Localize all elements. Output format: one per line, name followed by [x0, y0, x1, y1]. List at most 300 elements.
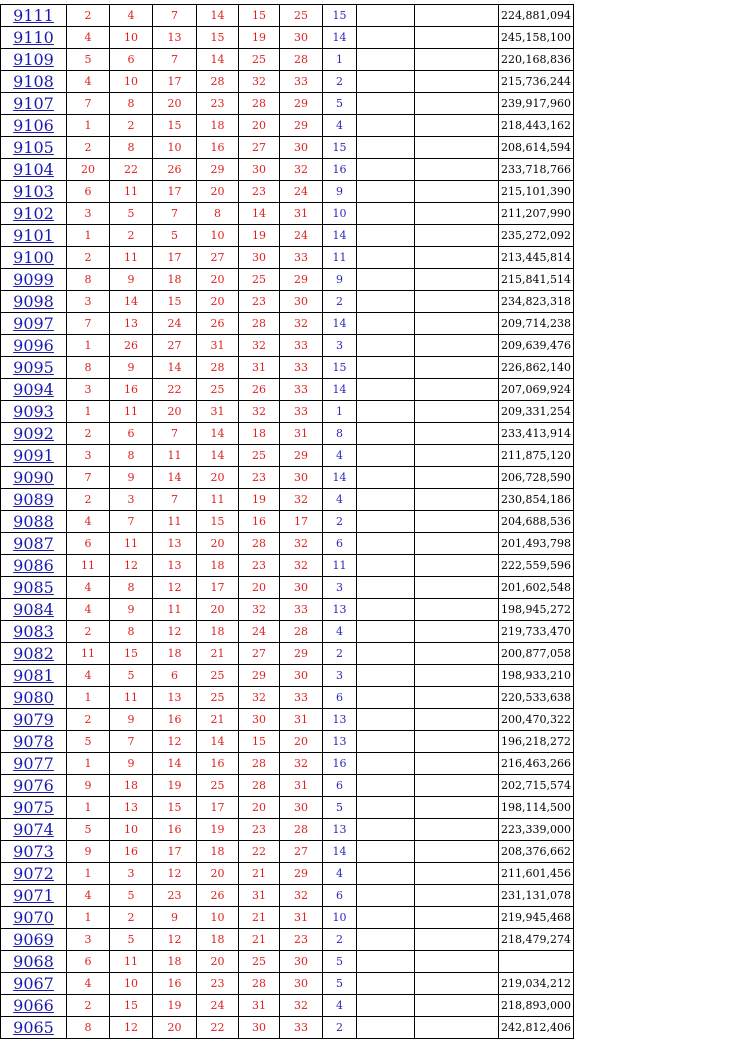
blue-ball-number: 6 [323, 885, 357, 907]
issue-number-link[interactable]: 9084 [1, 599, 67, 621]
empty-cell [357, 1017, 415, 1039]
empty-cell [415, 225, 499, 247]
issue-number-link[interactable]: 9083 [1, 621, 67, 643]
red-ball-number: 7 [67, 93, 110, 115]
red-ball-number: 28 [280, 49, 323, 71]
red-ball-number: 19 [153, 995, 197, 1017]
red-ball-number: 5 [67, 731, 110, 753]
table-row [1, 401, 574, 423]
table-row [1, 819, 574, 841]
red-ball-number: 31 [239, 885, 280, 907]
red-ball-number: 2 [110, 225, 153, 247]
blue-ball-number: 4 [323, 115, 357, 137]
red-ball-number: 9 [110, 709, 153, 731]
sales-amount: 233,413,914 [499, 423, 574, 445]
red-ball-number: 8 [110, 137, 153, 159]
red-ball-number: 28 [197, 71, 239, 93]
red-ball-number: 6 [110, 49, 153, 71]
issue-number-link[interactable]: 9102 [1, 203, 67, 225]
empty-cell [415, 841, 499, 863]
empty-cell [415, 885, 499, 907]
red-ball-number: 7 [67, 313, 110, 335]
red-ball-number: 17 [153, 181, 197, 203]
issue-number-link[interactable]: 9088 [1, 511, 67, 533]
red-ball-number: 4 [67, 973, 110, 995]
red-ball-number: 5 [110, 203, 153, 225]
sales-amount: 230,854,186 [499, 489, 574, 511]
red-ball-number: 6 [110, 423, 153, 445]
red-ball-number: 10 [110, 819, 153, 841]
sales-amount: 204,688,536 [499, 511, 574, 533]
red-ball-number: 1 [67, 115, 110, 137]
issue-number-link[interactable]: 9066 [1, 995, 67, 1017]
table-row [1, 577, 574, 599]
red-ball-number: 26 [197, 885, 239, 907]
red-ball-number: 25 [197, 775, 239, 797]
empty-cell [357, 379, 415, 401]
empty-cell [415, 467, 499, 489]
table-row [1, 775, 574, 797]
empty-cell [357, 49, 415, 71]
empty-cell [357, 621, 415, 643]
red-ball-number: 11 [110, 687, 153, 709]
red-ball-number: 11 [110, 401, 153, 423]
red-ball-number: 10 [110, 27, 153, 49]
red-ball-number: 27 [239, 137, 280, 159]
table-row [1, 423, 574, 445]
empty-cell [357, 555, 415, 577]
issue-number-link[interactable]: 9077 [1, 753, 67, 775]
empty-cell [357, 291, 415, 313]
empty-cell [415, 181, 499, 203]
table-row [1, 379, 574, 401]
red-ball-number: 8 [67, 1017, 110, 1039]
issue-number-link[interactable]: 9105 [1, 137, 67, 159]
table-row [1, 27, 574, 49]
empty-cell [357, 489, 415, 511]
sales-amount: 219,945,468 [499, 907, 574, 929]
red-ball-number: 29 [280, 269, 323, 291]
red-ball-number: 17 [197, 797, 239, 819]
red-ball-number: 9 [67, 775, 110, 797]
blue-ball-number: 1 [323, 401, 357, 423]
table-row [1, 5, 574, 27]
red-ball-number: 6 [67, 181, 110, 203]
red-ball-number: 4 [67, 885, 110, 907]
empty-cell [415, 687, 499, 709]
issue-number-link[interactable]: 9071 [1, 885, 67, 907]
empty-cell [415, 71, 499, 93]
red-ball-number: 19 [239, 489, 280, 511]
red-ball-number: 1 [67, 907, 110, 929]
red-ball-number: 10 [153, 137, 197, 159]
issue-number-link[interactable]: 9081 [1, 665, 67, 687]
issue-number-link[interactable]: 9070 [1, 907, 67, 929]
empty-cell [357, 93, 415, 115]
issue-number-link[interactable]: 9098 [1, 291, 67, 313]
red-ball-number: 14 [197, 731, 239, 753]
blue-ball-number: 5 [323, 973, 357, 995]
blue-ball-number: 4 [323, 995, 357, 1017]
red-ball-number: 12 [153, 621, 197, 643]
empty-cell [415, 137, 499, 159]
red-ball-number: 7 [153, 423, 197, 445]
red-ball-number: 3 [67, 291, 110, 313]
red-ball-number: 32 [239, 687, 280, 709]
red-ball-number: 1 [67, 401, 110, 423]
empty-cell [415, 49, 499, 71]
table-row [1, 533, 574, 555]
red-ball-number: 18 [239, 423, 280, 445]
red-ball-number: 30 [239, 1017, 280, 1039]
red-ball-number: 21 [197, 709, 239, 731]
blue-ball-number: 14 [323, 225, 357, 247]
issue-number-link[interactable]: 9078 [1, 731, 67, 753]
empty-cell [357, 731, 415, 753]
issue-number-link[interactable]: 9067 [1, 973, 67, 995]
red-ball-number: 20 [153, 401, 197, 423]
red-ball-number: 11 [110, 533, 153, 555]
blue-ball-number: 2 [323, 929, 357, 951]
red-ball-number: 13 [153, 555, 197, 577]
empty-cell [357, 423, 415, 445]
table-body [1, 5, 574, 1039]
red-ball-number: 29 [280, 93, 323, 115]
red-ball-number: 20 [153, 1017, 197, 1039]
red-ball-number: 4 [67, 599, 110, 621]
red-ball-number: 24 [197, 995, 239, 1017]
issue-number-link[interactable]: 9103 [1, 181, 67, 203]
empty-cell [415, 5, 499, 27]
red-ball-number: 18 [197, 929, 239, 951]
issue-number-link[interactable]: 9076 [1, 775, 67, 797]
red-ball-number: 24 [239, 621, 280, 643]
red-ball-number: 17 [153, 247, 197, 269]
red-ball-number: 26 [110, 335, 153, 357]
empty-cell [415, 533, 499, 555]
empty-cell [357, 907, 415, 929]
red-ball-number: 20 [280, 731, 323, 753]
red-ball-number: 19 [197, 819, 239, 841]
red-ball-number: 30 [280, 467, 323, 489]
red-ball-number: 18 [153, 951, 197, 973]
sales-amount: 220,533,638 [499, 687, 574, 709]
table-row [1, 555, 574, 577]
red-ball-number: 2 [67, 423, 110, 445]
red-ball-number: 27 [153, 335, 197, 357]
red-ball-number: 18 [197, 115, 239, 137]
red-ball-number: 32 [280, 995, 323, 1017]
red-ball-number: 23 [239, 467, 280, 489]
red-ball-number: 9 [110, 467, 153, 489]
issue-number-link[interactable]: 9104 [1, 159, 67, 181]
issue-number-link[interactable]: 9093 [1, 401, 67, 423]
sales-amount: 218,479,274 [499, 929, 574, 951]
issue-number-link[interactable]: 9080 [1, 687, 67, 709]
blue-ball-number: 6 [323, 533, 357, 555]
table-row [1, 93, 574, 115]
empty-cell [415, 269, 499, 291]
red-ball-number: 7 [153, 489, 197, 511]
red-ball-number: 26 [239, 379, 280, 401]
sales-amount: 234,823,318 [499, 291, 574, 313]
empty-cell [357, 599, 415, 621]
empty-cell [415, 709, 499, 731]
red-ball-number: 21 [239, 863, 280, 885]
red-ball-number: 19 [239, 225, 280, 247]
red-ball-number: 17 [153, 71, 197, 93]
blue-ball-number: 9 [323, 181, 357, 203]
issue-number-link[interactable]: 9110 [1, 27, 67, 49]
red-ball-number: 31 [239, 995, 280, 1017]
table-row [1, 731, 574, 753]
issue-number-link[interactable]: 9099 [1, 269, 67, 291]
blue-ball-number: 8 [323, 423, 357, 445]
red-ball-number: 23 [239, 181, 280, 203]
red-ball-number: 33 [280, 401, 323, 423]
empty-cell [415, 379, 499, 401]
red-ball-number: 21 [239, 929, 280, 951]
blue-ball-number: 2 [323, 291, 357, 313]
empty-cell [415, 115, 499, 137]
table-row [1, 313, 574, 335]
issue-number-link[interactable]: 9085 [1, 577, 67, 599]
red-ball-number: 5 [67, 49, 110, 71]
red-ball-number: 13 [110, 313, 153, 335]
red-ball-number: 20 [197, 181, 239, 203]
red-ball-number: 12 [153, 863, 197, 885]
issue-number-link[interactable]: 9072 [1, 863, 67, 885]
table-row [1, 335, 574, 357]
empty-cell [357, 225, 415, 247]
issue-number-link[interactable]: 9091 [1, 445, 67, 467]
red-ball-number: 4 [67, 511, 110, 533]
issue-number-link[interactable]: 9109 [1, 49, 67, 71]
red-ball-number: 33 [280, 1017, 323, 1039]
red-ball-number: 29 [280, 643, 323, 665]
issue-number-link[interactable]: 9101 [1, 225, 67, 247]
red-ball-number: 16 [110, 379, 153, 401]
red-ball-number: 9 [110, 357, 153, 379]
red-ball-number: 32 [239, 599, 280, 621]
red-ball-number: 33 [280, 599, 323, 621]
red-ball-number: 12 [153, 731, 197, 753]
table-row [1, 687, 574, 709]
blue-ball-number: 1 [323, 49, 357, 71]
red-ball-number: 15 [110, 995, 153, 1017]
empty-cell [415, 247, 499, 269]
sales-amount: 235,272,092 [499, 225, 574, 247]
red-ball-number: 4 [67, 27, 110, 49]
red-ball-number: 33 [280, 335, 323, 357]
red-ball-number: 5 [67, 819, 110, 841]
issue-number-link[interactable]: 9065 [1, 1017, 67, 1039]
empty-cell [357, 445, 415, 467]
blue-ball-number: 4 [323, 621, 357, 643]
red-ball-number: 28 [239, 313, 280, 335]
red-ball-number: 23 [153, 885, 197, 907]
red-ball-number: 20 [197, 291, 239, 313]
red-ball-number: 11 [110, 951, 153, 973]
issue-number-link[interactable]: 9094 [1, 379, 67, 401]
issue-number-link[interactable]: 9097 [1, 313, 67, 335]
table-row [1, 995, 574, 1017]
empty-cell [357, 27, 415, 49]
blue-ball-number: 10 [323, 203, 357, 225]
issue-number-link[interactable]: 9073 [1, 841, 67, 863]
red-ball-number: 22 [239, 841, 280, 863]
red-ball-number: 6 [67, 951, 110, 973]
sales-amount [499, 951, 574, 973]
red-ball-number: 23 [239, 819, 280, 841]
red-ball-number: 30 [280, 27, 323, 49]
red-ball-number: 12 [153, 577, 197, 599]
empty-cell [415, 929, 499, 951]
sales-amount: 219,733,470 [499, 621, 574, 643]
red-ball-number: 19 [239, 27, 280, 49]
table-row [1, 907, 574, 929]
issue-number-link[interactable]: 9082 [1, 643, 67, 665]
sales-amount: 224,881,094 [499, 5, 574, 27]
red-ball-number: 20 [197, 467, 239, 489]
red-ball-number: 19 [153, 775, 197, 797]
sales-amount: 216,463,266 [499, 753, 574, 775]
red-ball-number: 25 [239, 49, 280, 71]
red-ball-number: 25 [239, 445, 280, 467]
issue-number-link[interactable]: 9100 [1, 247, 67, 269]
red-ball-number: 20 [197, 269, 239, 291]
red-ball-number: 8 [67, 269, 110, 291]
issue-number-link[interactable]: 9107 [1, 93, 67, 115]
red-ball-number: 14 [153, 753, 197, 775]
empty-cell [415, 335, 499, 357]
sales-amount: 226,862,140 [499, 357, 574, 379]
empty-cell [415, 357, 499, 379]
sales-amount: 209,714,238 [499, 313, 574, 335]
red-ball-number: 15 [239, 731, 280, 753]
empty-cell [357, 269, 415, 291]
sales-amount: 218,443,162 [499, 115, 574, 137]
empty-cell [415, 577, 499, 599]
red-ball-number: 1 [67, 797, 110, 819]
empty-cell [415, 555, 499, 577]
empty-cell [357, 115, 415, 137]
red-ball-number: 9 [110, 753, 153, 775]
table-row [1, 951, 574, 973]
red-ball-number: 12 [153, 929, 197, 951]
issue-number-link[interactable]: 9095 [1, 357, 67, 379]
red-ball-number: 15 [153, 797, 197, 819]
issue-number-link[interactable]: 9086 [1, 555, 67, 577]
issue-number-link[interactable]: 9074 [1, 819, 67, 841]
red-ball-number: 2 [67, 995, 110, 1017]
issue-number-link[interactable]: 9106 [1, 115, 67, 137]
empty-cell [357, 643, 415, 665]
red-ball-number: 25 [239, 951, 280, 973]
issue-number-link[interactable]: 9068 [1, 951, 67, 973]
sales-amount: 201,493,798 [499, 533, 574, 555]
red-ball-number: 3 [67, 929, 110, 951]
red-ball-number: 9 [110, 599, 153, 621]
issue-number-link[interactable]: 9108 [1, 71, 67, 93]
red-ball-number: 14 [197, 445, 239, 467]
red-ball-number: 25 [197, 687, 239, 709]
red-ball-number: 23 [239, 555, 280, 577]
empty-cell [357, 181, 415, 203]
empty-cell [357, 863, 415, 885]
issue-number-link[interactable]: 9092 [1, 423, 67, 445]
red-ball-number: 32 [239, 401, 280, 423]
red-ball-number: 16 [153, 709, 197, 731]
red-ball-number: 26 [153, 159, 197, 181]
empty-cell [357, 775, 415, 797]
red-ball-number: 31 [280, 775, 323, 797]
red-ball-number: 8 [110, 577, 153, 599]
empty-cell [415, 621, 499, 643]
blue-ball-number: 2 [323, 71, 357, 93]
red-ball-number: 7 [153, 203, 197, 225]
sales-amount: 208,376,662 [499, 841, 574, 863]
red-ball-number: 16 [153, 973, 197, 995]
red-ball-number: 11 [67, 555, 110, 577]
red-ball-number: 29 [197, 159, 239, 181]
table-row [1, 225, 574, 247]
sales-amount: 200,470,322 [499, 709, 574, 731]
red-ball-number: 1 [67, 863, 110, 885]
empty-cell [357, 71, 415, 93]
empty-cell [415, 203, 499, 225]
red-ball-number: 3 [67, 445, 110, 467]
issue-number-link[interactable]: 9087 [1, 533, 67, 555]
issue-number-link[interactable]: 9069 [1, 929, 67, 951]
red-ball-number: 29 [280, 445, 323, 467]
empty-cell [357, 137, 415, 159]
red-ball-number: 20 [239, 797, 280, 819]
red-ball-number: 5 [110, 929, 153, 951]
issue-number-link[interactable]: 9075 [1, 797, 67, 819]
issue-number-link[interactable]: 9096 [1, 335, 67, 357]
red-ball-number: 22 [197, 1017, 239, 1039]
sales-amount: 215,736,244 [499, 71, 574, 93]
sales-amount: 198,945,272 [499, 599, 574, 621]
red-ball-number: 3 [67, 203, 110, 225]
red-ball-number: 16 [110, 841, 153, 863]
red-ball-number: 32 [239, 335, 280, 357]
red-ball-number: 7 [110, 511, 153, 533]
red-ball-number: 11 [110, 181, 153, 203]
blue-ball-number: 13 [323, 731, 357, 753]
issue-number-link[interactable]: 9079 [1, 709, 67, 731]
issue-number-link[interactable]: 9089 [1, 489, 67, 511]
empty-cell [415, 863, 499, 885]
red-ball-number: 32 [280, 159, 323, 181]
red-ball-number: 13 [153, 533, 197, 555]
table-row [1, 929, 574, 951]
red-ball-number: 28 [239, 93, 280, 115]
empty-cell [357, 401, 415, 423]
red-ball-number: 12 [110, 555, 153, 577]
red-ball-number: 29 [280, 863, 323, 885]
issue-number-link[interactable]: 9090 [1, 467, 67, 489]
red-ball-number: 14 [197, 5, 239, 27]
sales-amount: 211,601,456 [499, 863, 574, 885]
issue-number-link[interactable]: 9111 [1, 5, 67, 27]
table-row [1, 203, 574, 225]
sales-amount: 196,218,272 [499, 731, 574, 753]
blue-ball-number: 10 [323, 907, 357, 929]
blue-ball-number: 15 [323, 357, 357, 379]
blue-ball-number: 11 [323, 247, 357, 269]
